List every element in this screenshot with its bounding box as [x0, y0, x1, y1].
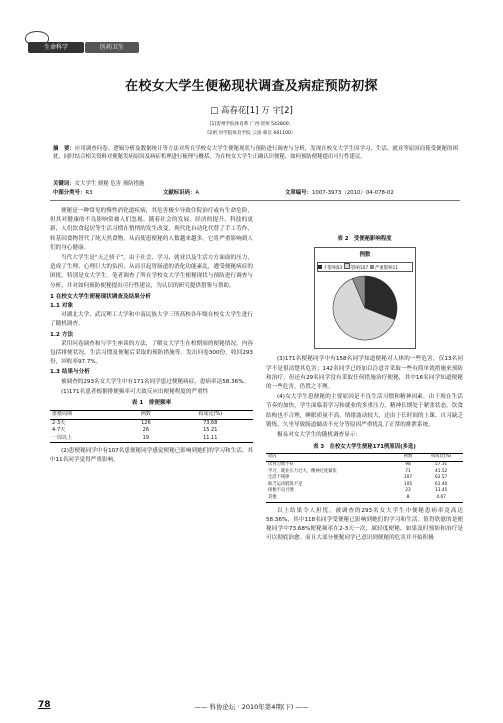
table-row — [50, 427, 253, 435]
table-cell: 15.21 — [203, 427, 218, 434]
abstract-label: 摘 要： — [53, 146, 75, 152]
table-cell: 排便不良习惯 — [268, 488, 294, 494]
clc-value: R3 — [85, 190, 93, 196]
table-cell: 57.31 — [434, 462, 448, 468]
table-row — [266, 488, 463, 495]
chart-caption: 例数 — [359, 252, 371, 259]
table-row — [266, 462, 463, 469]
chart-legend — [317, 262, 413, 272]
legend-value-2: 107 — [359, 266, 369, 272]
affiliation-2: [2]红河学院体育学院 云南·蒙自 661100） — [207, 131, 296, 136]
table-cell: 26 — [142, 427, 150, 434]
legend-label-1: 不影响 — [323, 266, 337, 272]
cause-lead: 极易对女大学生的随机调查显示： — [277, 431, 361, 438]
table-cell: 13.45 — [434, 488, 448, 494]
clc — [53, 189, 93, 197]
table-1 — [50, 410, 253, 443]
legend-value-1: 53 — [336, 266, 343, 272]
table-3-header-cell: 例数 — [403, 454, 413, 460]
legend-item-1 — [318, 266, 342, 271]
after-table-1-text: (2)患便秘同学中有107名患便秘同学感觉便秘已影响到她们的学习和生活，其中11名同学觉得严重影响。 — [50, 448, 254, 464]
table-1-header-cell: 排便周期 — [52, 411, 73, 418]
table-cell: 4.67 — [436, 494, 446, 500]
header-badge — [28, 39, 140, 54]
article-no-label: 文章编号： — [285, 190, 312, 196]
table-3-header-cell: 原因 — [268, 454, 277, 460]
table-cell: 41.52 — [434, 468, 448, 474]
table-cell: 饮食习惯不好 — [268, 462, 294, 468]
table-cell: 107 — [403, 475, 413, 481]
table-row — [266, 475, 463, 482]
table-cell: 一周以上 — [52, 434, 73, 441]
legend-item-2 — [344, 266, 369, 271]
right-column — [266, 207, 463, 544]
header-divider — [50, 200, 460, 201]
table-3-header — [266, 454, 463, 462]
table-1-header-cell: 例数 — [140, 411, 151, 418]
author-line: □ 高春花[1] 万 宇[2] — [210, 106, 293, 116]
keywords — [53, 180, 458, 188]
table-1-title: 表 1 排便频率 — [131, 400, 172, 407]
badge-left — [28, 42, 84, 53]
badge-right — [85, 42, 139, 53]
table-row — [266, 469, 463, 476]
clc-label: 中图分类号： — [53, 190, 86, 196]
legend-label-2: 影响 — [351, 266, 360, 272]
section-1-heading: 1 在校女大学生便秘现状调查及结果分析 — [50, 293, 151, 300]
doc-label: 文献标识码： — [163, 190, 196, 196]
table-2-title: 表 2 受便秘影响程度 — [337, 236, 392, 242]
doc-value: A — [195, 190, 200, 196]
table-row — [50, 419, 253, 427]
left-column — [50, 207, 253, 467]
section-1-1-heading: 1.1 对象 — [50, 303, 74, 310]
table-cell: 其他 — [268, 494, 277, 500]
legend-item-3 — [370, 266, 399, 271]
table-cell: 2-3天 — [52, 419, 66, 426]
badge-left-text: 生命科学 — [43, 44, 68, 51]
chart-frame — [314, 247, 416, 349]
table-row — [50, 435, 253, 443]
table-cell: 19 — [142, 434, 150, 441]
paper-title: 在校女大学生便秘现状调查及病症预防初探 — [125, 79, 378, 94]
after-chart-text: (3)171名便秘同学中有158名同学知道便秘对人体的一些危害，仅13名同学不是很清楚其危害；142名同学已经加以注意并采取一些有简单效措施来预防和治疗，但还有29名同学没有采取任何措施治疗便秘，其中16名同学知道便秘的一些危害，仍置之不理。 — [266, 356, 463, 390]
table-cell: 23 — [405, 488, 411, 494]
table-1-header-cell: 构成比(%) — [198, 411, 223, 418]
abstract-text: 应用调查问卷、逻辑分析及数据统计等方法对所在学校女大学生便秘现状与预防进行调查与分析，发现在校女大学生因学习、生活、就业等原因而使受便秘的困扰，同时结合相关资料对便秘发病原因及病症机理进行梳理与概括，为在校女大学生正确认识便秘、如何预防便秘提出可行性建议。 — [53, 146, 458, 161]
affiliation-1: [1]贺州学院体育系 广西·贺州 542800； — [209, 122, 294, 127]
badge-right-text: 医药卫生 — [99, 44, 124, 51]
section-1-3-text-a: 被调查的293名女大学生中有171名同学患过便秘病症，患病率达58.36%。 — [61, 378, 250, 385]
article-no-value: 1007-3973（2010）04-078-02 — [311, 190, 394, 196]
table-cell: 73.68 — [203, 419, 218, 426]
table-cell: 生活不规律 — [268, 475, 290, 481]
table-cell: 11.11 — [203, 434, 218, 441]
keywords-text: 女大学生 便秘 危害 预防措施 — [74, 181, 145, 187]
legend-value-3: 11 — [392, 266, 399, 272]
section-1-3-text-b: (1)171名患者根据排便频率可大致反应出便秘程度的严重性 — [61, 388, 209, 395]
legend-label-3: 严重影响 — [375, 266, 393, 272]
intro-paragraph-2: 当代大学生是“天之骄子”，由于社会、学习、就业以及生活方方面面的压力，造成了生理、心理巨大的负担，从而引起胃肠道的消化功能紊乱，遭受便秘病症的困扰。特别是女大学生。笔者调查了所在学校女大学生便秘现状与预防进行调查与分析，并对如何预防便秘提出可行性建议，为认识的研究提供借鉴与帮助。 — [50, 255, 253, 289]
abstract — [53, 145, 458, 162]
footer-journal: —— 科协论坛 · 2010年第4期(下) —— — [194, 703, 309, 711]
pie-chart — [315, 272, 415, 347]
after-table-3-text: 以上结果令人担忧，被调查的293名女大学生中便秘患病率竟高达58.36%，其中118名同学受便秘已影响到她们的学习和生活。值得欣慰的是便秘同学中73.68%便秘频率在2-3天一次，属轻度便秘，如果及时预防和治疗是可以彻底治愈。而且大部分便秘同学已意识到便秘的危害并开始积极 — [266, 507, 463, 542]
cause-paragraph: (4)女大学生患便秘的主要原因是不良生活习惯和精神因素。由于现在生活节奏的加快，学生面临着学习和就业的多重压力，精神长期处于紧张状态，饮食结构也不合理，睡眠质量不高，情绪波动较大，还由于长时间的上课、自习缺乏锻炼，久坐导致肠道蠕动不充分等原因严重扰乱了正常的排泄系统。 — [266, 394, 463, 428]
table-row — [266, 482, 463, 489]
table-cell: 105 — [403, 481, 413, 487]
table-cell: 缺乏运动锻炼不足 — [268, 481, 303, 487]
section-1-2-heading: 1.2 方法 — [50, 331, 74, 338]
right-closing-block — [266, 507, 463, 544]
table-cell: 126 — [141, 419, 151, 426]
table-cell: 学习、就业压力过大，精神过度紧张 — [268, 468, 337, 474]
table-row — [266, 495, 463, 502]
classification-line — [53, 189, 458, 198]
table-1-header — [50, 411, 253, 420]
table-3-header-cell: 构成比(%) — [430, 454, 452, 460]
intro-paragraph-1: 便秘是一种常见的慢性消化道疾病，其危害极少导致住院治疗或有生命危险，但其对健康的不良影响常被人们忽视。随着社会的发展、经济的提升、科技的更新，人们饮食起居等生活习惯在悄悄的发生改变，现代化自动化代替了手工劳作，转基因食物替代了纯天然食物，从而使患便秘的人数越来越多。它将严重影响到人们的身心健康。 — [50, 208, 253, 251]
table-cell: 62.57 — [434, 475, 448, 481]
section-1-1-text: 对湖北大学、武汉理工大学和中南民族大学三所高校各年级在校女大学生进行了随机调查。 — [50, 312, 253, 328]
table-cell: 4-7天 — [52, 427, 66, 434]
table-3-title: 表 3 在校女大学生便秘171例原因(多选) — [313, 444, 416, 451]
table-cell: 8 — [406, 494, 410, 500]
article-no — [285, 189, 394, 197]
table-cell: 98 — [405, 462, 411, 468]
keywords-label: 关键词： — [53, 181, 75, 187]
table-cell: 71 — [405, 468, 411, 474]
section-1-3-heading: 1.3 结果与分析 — [50, 369, 90, 376]
right-text-block — [266, 355, 463, 440]
table-cell: 61.40 — [434, 481, 448, 487]
table-3 — [266, 453, 463, 502]
footer-page-number: 78 — [38, 700, 51, 710]
doc-code — [163, 189, 199, 197]
section-1-2-text: 采用问卷调查和与学生座谈的方法，了解女大学生在校期间的便秘情况。内容包括排便状况、生活习惯及便秘后采取的预防措施等。发出问卷300份，收回293份，回收率97.7%。 — [50, 340, 253, 366]
